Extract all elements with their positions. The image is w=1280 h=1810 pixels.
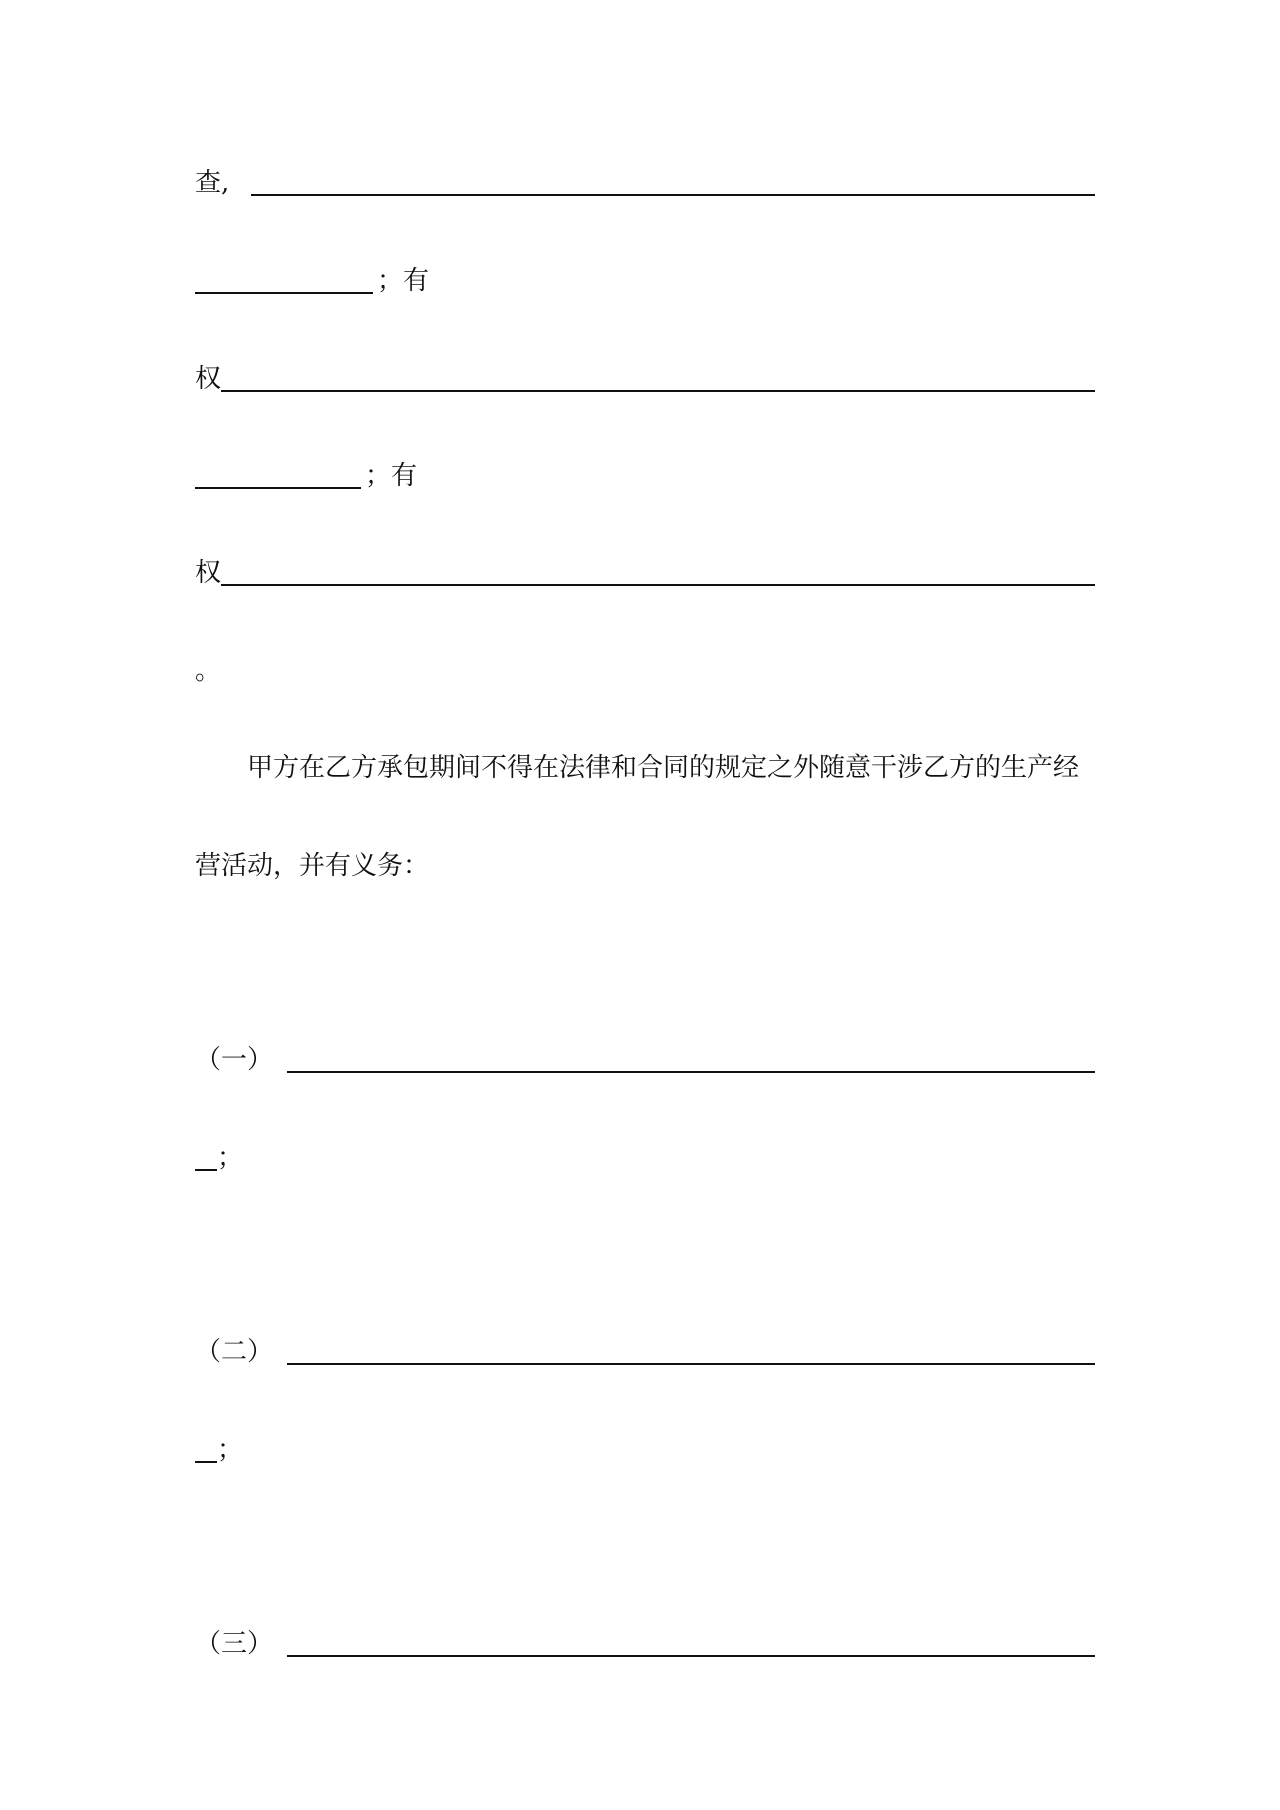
right-1-blank[interactable] <box>195 292 373 294</box>
line-inspect <box>195 168 1095 198</box>
right-3-tail: ；有 <box>365 461 418 491</box>
inspect-label: 查, <box>195 168 230 198</box>
inspect-blank[interactable] <box>251 194 1095 196</box>
item-1-tail-text: ； <box>217 1143 244 1173</box>
item-1-blank[interactable] <box>287 1071 1095 1073</box>
line-right-1 <box>195 266 429 296</box>
item-2-tail-blank[interactable] <box>195 1461 217 1463</box>
item-1-label: （一） <box>195 1045 274 1075</box>
item-2-tail-text: ； <box>217 1435 244 1465</box>
right-1-tail: ；有 <box>377 266 430 296</box>
right-2-label: 权 <box>195 364 222 394</box>
right-3-blank[interactable] <box>195 487 361 489</box>
obligation-item-2-tail <box>195 1435 243 1465</box>
right-4-label: 权 <box>195 558 222 588</box>
item-2-blank[interactable] <box>287 1363 1095 1365</box>
obligation-item-1 <box>195 1045 1095 1075</box>
period-text: 。 <box>195 656 222 686</box>
paragraph-obligations-line-2 <box>195 851 429 881</box>
line-right-3 <box>195 461 417 491</box>
item-3-blank[interactable] <box>287 1655 1095 1657</box>
item-3-label: （三） <box>195 1629 274 1659</box>
item-1-tail-blank[interactable] <box>195 1169 217 1171</box>
obligation-item-3 <box>195 1629 1095 1659</box>
item-2-label: （二） <box>195 1337 274 1367</box>
paragraph-obligations-line-1 <box>247 753 1079 783</box>
line-right-2 <box>195 364 1095 394</box>
paragraph-text-1: 甲方在乙方承包期间不得在法律和合同的规定之外随意干涉乙方的生产经 <box>247 753 1080 783</box>
line-period <box>195 656 221 686</box>
paragraph-text-2: 营活动，并有义务： <box>195 851 430 881</box>
obligation-item-2 <box>195 1337 1095 1367</box>
obligation-item-1-tail <box>195 1143 243 1173</box>
line-right-4 <box>195 558 1095 588</box>
right-2-blank[interactable] <box>221 390 1095 392</box>
right-4-blank[interactable] <box>221 584 1095 586</box>
